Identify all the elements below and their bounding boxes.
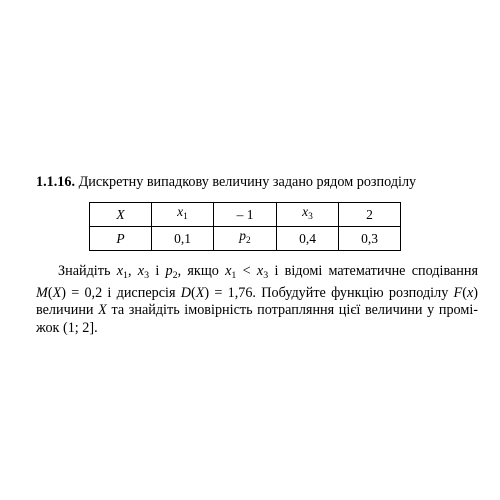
table-cell-p4: 0,3 bbox=[339, 227, 401, 251]
table-cell-p2: $p_2$ bbox=[214, 227, 277, 251]
table-cell-p3: 0,4 bbox=[277, 227, 339, 251]
table-cell-p1: 0,1 bbox=[152, 227, 214, 251]
problem-number: 1.1.16. bbox=[36, 174, 76, 190]
table-header-p: P bbox=[90, 227, 152, 251]
table-cell-x3: $x_3$ bbox=[277, 203, 339, 227]
distribution-table bbox=[89, 202, 401, 251]
table-row-probabilities bbox=[90, 227, 401, 251]
problem-task: Знайдіть $x_1$, $x_3$ і $p_2$, якщо $x_1 < x_3$ і відомі математичне сподівання M(X) = 0,2 і дисперсія D(X) = 1,76. Побудуйте функцію розподілу F(x) величини X та знайдіть імовірність потрапляння цієї величини у промі-жок (1; 2]. bbox=[36, 263, 479, 336]
problem-heading bbox=[36, 174, 478, 191]
table-row-values bbox=[90, 203, 401, 227]
table-header-x: X bbox=[90, 203, 152, 227]
table-cell-two: 2 bbox=[339, 203, 401, 227]
problem-1-1-16 bbox=[36, 174, 478, 337]
problem-statement: Дискретну випадкову величину задано рядом розподілу bbox=[75, 174, 417, 190]
table-cell-minus-one: – 1 bbox=[214, 203, 277, 227]
table-cell-x1: $x_1$ bbox=[152, 203, 214, 227]
